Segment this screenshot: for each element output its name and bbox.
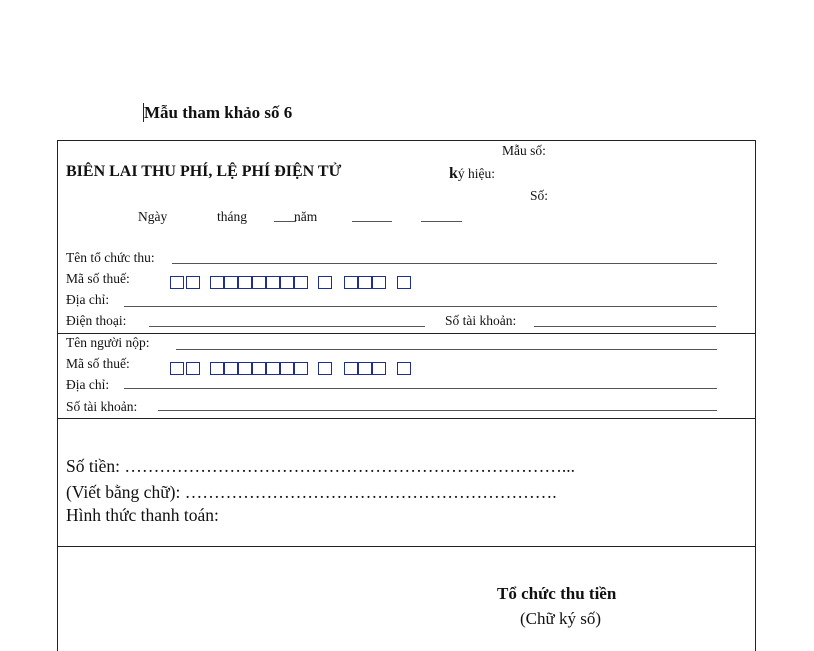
payer-account-line[interactable] [158,410,717,411]
date-month-line[interactable] [274,221,296,222]
collector-tax-code-label: Mã số thuế: [66,271,130,286]
tax-digit-box[interactable] [170,276,184,289]
tax-digit-box[interactable] [170,362,184,375]
date-year-label: năm [294,209,318,224]
tax-digit-box[interactable] [358,362,372,375]
tax-digit-box[interactable] [238,362,252,375]
tax-digit-box[interactable] [294,362,308,375]
tax-digit-box[interactable] [238,276,252,289]
date-year-line[interactable] [352,221,392,222]
org-name-line[interactable] [172,263,717,264]
tax-digit-box[interactable] [397,362,411,375]
tax-digit-box[interactable] [186,276,200,289]
tax-digit-box[interactable] [224,362,238,375]
form-number-label: Mẫu số: [502,143,546,158]
tax-digit-box[interactable] [372,362,386,375]
collector-phone-line[interactable] [149,326,425,327]
payer-name-label: Tên người nộp: [66,335,150,350]
payment-method-label: Hình thức thanh toán: [66,505,219,525]
collector-account-label: Số tài khoản: [445,313,517,328]
tax-digit-box[interactable] [344,362,358,375]
section-divider-signature [57,546,755,547]
receipt-number-label: Số: [530,188,549,203]
section-divider-payment [57,418,755,419]
receipt-title: BIÊN LAI THU PHÍ, LỆ PHÍ ĐIỆN TỬ [66,163,342,180]
collector-address-label: Địa chỉ: [66,292,110,307]
collector-tax-code-boxes[interactable] [170,276,413,289]
form-reference-heading: Mẫu tham khảo số 6 [144,103,293,122]
date-month-label: tháng [217,209,247,224]
date-extra-line[interactable] [421,221,462,222]
date-day-label: Ngày [138,209,168,224]
symbol-label-rest: ý hiệu: [457,166,496,181]
collector-phone-label: Điện thoại: [66,313,127,328]
symbol-label [449,165,495,183]
tax-digit-box[interactable] [252,362,266,375]
payer-address-label: Địa chỉ: [66,377,110,392]
tax-digit-box[interactable] [210,276,224,289]
tax-digit-box[interactable] [186,362,200,375]
signature-subtitle: (Chữ ký số) [520,609,601,628]
tax-digit-box[interactable] [252,276,266,289]
tax-digit-box[interactable] [224,276,238,289]
tax-digit-box[interactable] [294,276,308,289]
tax-digit-box[interactable] [318,276,332,289]
tax-digit-box[interactable] [344,276,358,289]
amount-line: Số tiền: …………………………………………………………………... [66,456,575,476]
symbol-label-k: k [449,165,458,182]
tax-digit-box[interactable] [210,362,224,375]
collector-address-line[interactable] [124,306,717,307]
collector-account-line[interactable] [534,326,716,327]
tax-digit-box[interactable] [358,276,372,289]
tax-digit-box[interactable] [266,362,280,375]
tax-digit-box[interactable] [280,276,294,289]
payer-tax-code-boxes[interactable] [170,362,413,375]
payer-tax-code-label: Mã số thuế: [66,356,130,371]
payer-name-line[interactable] [176,349,717,350]
section-divider-payer [57,333,755,334]
tax-digit-box[interactable] [372,276,386,289]
payer-account-label: Số tài khoản: [66,399,138,414]
org-name-label: Tên tổ chức thu: [66,250,155,265]
payer-address-line[interactable] [124,388,717,389]
tax-digit-box[interactable] [280,362,294,375]
tax-digit-box[interactable] [266,276,280,289]
tax-digit-box[interactable] [397,276,411,289]
signature-title: Tổ chức thu tiền [497,584,617,603]
amount-in-words-line: (Viết bằng chữ): ………………………………………………………. [66,482,557,502]
tax-digit-box[interactable] [318,362,332,375]
